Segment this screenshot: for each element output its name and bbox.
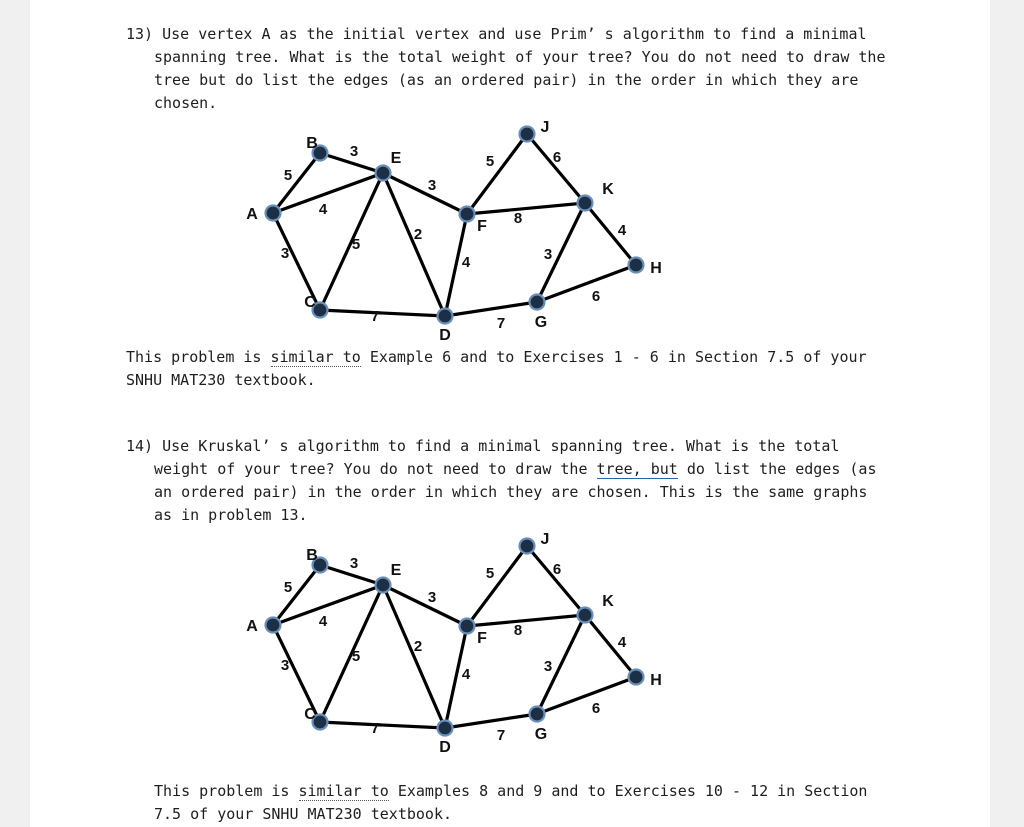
edge-weight-c-e: 5 — [351, 648, 361, 665]
problem-14-line-2-post: do list the edges (as — [677, 460, 877, 478]
edge-weight-c-d: 7 — [370, 720, 380, 737]
vertex-label-f: F — [477, 630, 487, 647]
vertex-e — [376, 578, 391, 593]
vertex-d — [438, 309, 453, 324]
edge-k-h — [585, 203, 636, 265]
edge-weight-a-c: 3 — [280, 245, 290, 262]
vertex-label-d: D — [439, 739, 451, 756]
problem-14-line-2-pre: weight of your tree? You do not need to draw the — [154, 460, 597, 478]
vertex-label-j: J — [540, 531, 550, 548]
edge-f-k — [467, 615, 585, 626]
vertex-k — [578, 196, 593, 211]
vertex-h — [629, 258, 644, 273]
edge-weight-f-j: 5 — [485, 565, 495, 582]
vertex-d — [438, 721, 453, 736]
vertex-label-a: A — [246, 206, 258, 223]
edge-c-d — [320, 722, 445, 728]
edge-weight-a-e: 4 — [318, 201, 328, 218]
vertex-label-e: E — [390, 150, 402, 167]
edge-weight-j-k: 6 — [552, 561, 562, 578]
problem-14-line-4: as in problem 13. — [154, 506, 308, 524]
vertex-label-f: F — [477, 218, 487, 235]
edge-weight-a-b: 5 — [283, 579, 293, 596]
problem-14-line-1: 14) Use Kruskal’ s algorithm to find a minimal spanning tree. What is the total — [126, 437, 840, 455]
problem-14-ref-line-2: 7.5 of your SNHU MAT230 textbook. — [154, 805, 453, 823]
vertex-label-g: G — [534, 726, 548, 743]
edge-j-k — [527, 134, 585, 203]
edge-f-k — [467, 203, 585, 214]
edge-weight-k-h: 4 — [617, 222, 627, 239]
vertex-g — [530, 295, 545, 310]
edge-weight-c-d: 7 — [370, 308, 380, 325]
edge-k-h — [585, 615, 636, 677]
edge-d-g — [445, 302, 537, 316]
problem-13-ref-post: Example 6 and to Exercises 1 - 6 in Section 7.5 of your — [360, 348, 867, 366]
edge-e-d — [383, 585, 445, 728]
vertex-j — [520, 539, 535, 554]
edge-e-f — [383, 585, 467, 626]
vertex-f — [460, 207, 475, 222]
vertex-label-g: G — [534, 314, 548, 331]
graph-problem-13 — [230, 115, 680, 345]
vertex-label-a: A — [246, 618, 258, 635]
edge-weight-g-h: 6 — [591, 700, 601, 717]
vertex-label-h: H — [650, 672, 662, 689]
problem-13-ref-pre: This problem is — [126, 348, 271, 366]
problem-13-ref-line-2: SNHU MAT230 textbook. — [126, 371, 316, 389]
edge-weight-f-k: 8 — [513, 210, 523, 227]
problem-13-line-1: 13) Use vertex A as the initial vertex and use Prim’ s algorithm to find a minimal — [126, 25, 867, 43]
edge-weight-k-g: 3 — [543, 246, 553, 263]
edge-weight-g-h: 6 — [591, 288, 601, 305]
edge-weight-f-k: 8 — [513, 622, 523, 639]
edge-weight-a-c: 3 — [280, 657, 290, 674]
edge-weight-e-f: 3 — [427, 589, 437, 606]
vertex-f — [460, 619, 475, 634]
problem-14-ref-post: Examples 8 and 9 and to Exercises 10 - 12 in Section — [388, 782, 868, 800]
edge-weight-e-f: 3 — [427, 177, 437, 194]
edge-weight-a-e: 4 — [318, 613, 328, 630]
vertex-a — [266, 618, 281, 633]
problem-13-line-2: spanning tree. What is the total weight of your tree? You do not need to draw the — [154, 48, 886, 66]
edge-weight-f-d: 4 — [461, 666, 471, 683]
problem-13-reference — [126, 346, 867, 369]
problem-14-line-2 — [154, 458, 876, 481]
problem-14-tree-link[interactable]: tree, but — [596, 460, 678, 478]
edge-f-j — [467, 134, 527, 214]
edge-e-f — [383, 173, 467, 214]
vertex-j — [520, 127, 535, 142]
edge-weight-d-g: 7 — [496, 727, 506, 744]
edge-c-d — [320, 310, 445, 316]
vertex-label-b: B — [306, 135, 318, 152]
problem-14-ref-pre: This problem is — [154, 782, 299, 800]
edge-weight-a-b: 5 — [283, 167, 293, 184]
edge-weight-e-d: 2 — [413, 226, 423, 243]
edge-weight-e-d: 2 — [413, 638, 423, 655]
edge-weight-k-h: 4 — [617, 634, 627, 651]
problem-14-reference — [154, 780, 867, 803]
problem-14-line-3: an ordered pair) in the order in which they are chosen. This is the same graphs — [154, 483, 868, 501]
edge-d-g — [445, 714, 537, 728]
vertex-label-h: H — [650, 260, 662, 277]
vertex-g — [530, 707, 545, 722]
vertex-label-c: C — [304, 294, 316, 311]
problem-14-ref-link[interactable]: similar to — [298, 782, 389, 800]
vertex-label-c: C — [304, 706, 316, 723]
problem-13-line-3: tree but do list the edges (as an ordered pair) in the order in which they are — [154, 71, 859, 89]
edge-j-k — [527, 546, 585, 615]
edge-weight-f-d: 4 — [461, 254, 471, 271]
edge-f-j — [467, 546, 527, 626]
vertex-h — [629, 670, 644, 685]
vertex-label-k: K — [602, 181, 614, 198]
vertex-label-e: E — [390, 562, 402, 579]
edge-weight-f-j: 5 — [485, 153, 495, 170]
vertex-e — [376, 166, 391, 181]
edge-weight-b-e: 3 — [349, 555, 359, 572]
edge-weight-j-k: 6 — [552, 149, 562, 166]
edge-e-d — [383, 173, 445, 316]
problem-13-line-4: chosen. — [154, 94, 218, 112]
graph-problem-14 — [230, 527, 680, 757]
edge-weight-b-e: 3 — [349, 143, 359, 160]
vertex-label-d: D — [439, 327, 451, 344]
edge-weight-c-e: 5 — [351, 236, 361, 253]
vertex-label-j: J — [540, 119, 550, 136]
edge-weight-k-g: 3 — [543, 658, 553, 675]
vertex-label-k: K — [602, 593, 614, 610]
problem-13-ref-link[interactable]: similar to — [270, 348, 361, 366]
vertex-k — [578, 608, 593, 623]
edge-weight-d-g: 7 — [496, 315, 506, 332]
vertex-label-b: B — [306, 547, 318, 564]
vertex-a — [266, 206, 281, 221]
